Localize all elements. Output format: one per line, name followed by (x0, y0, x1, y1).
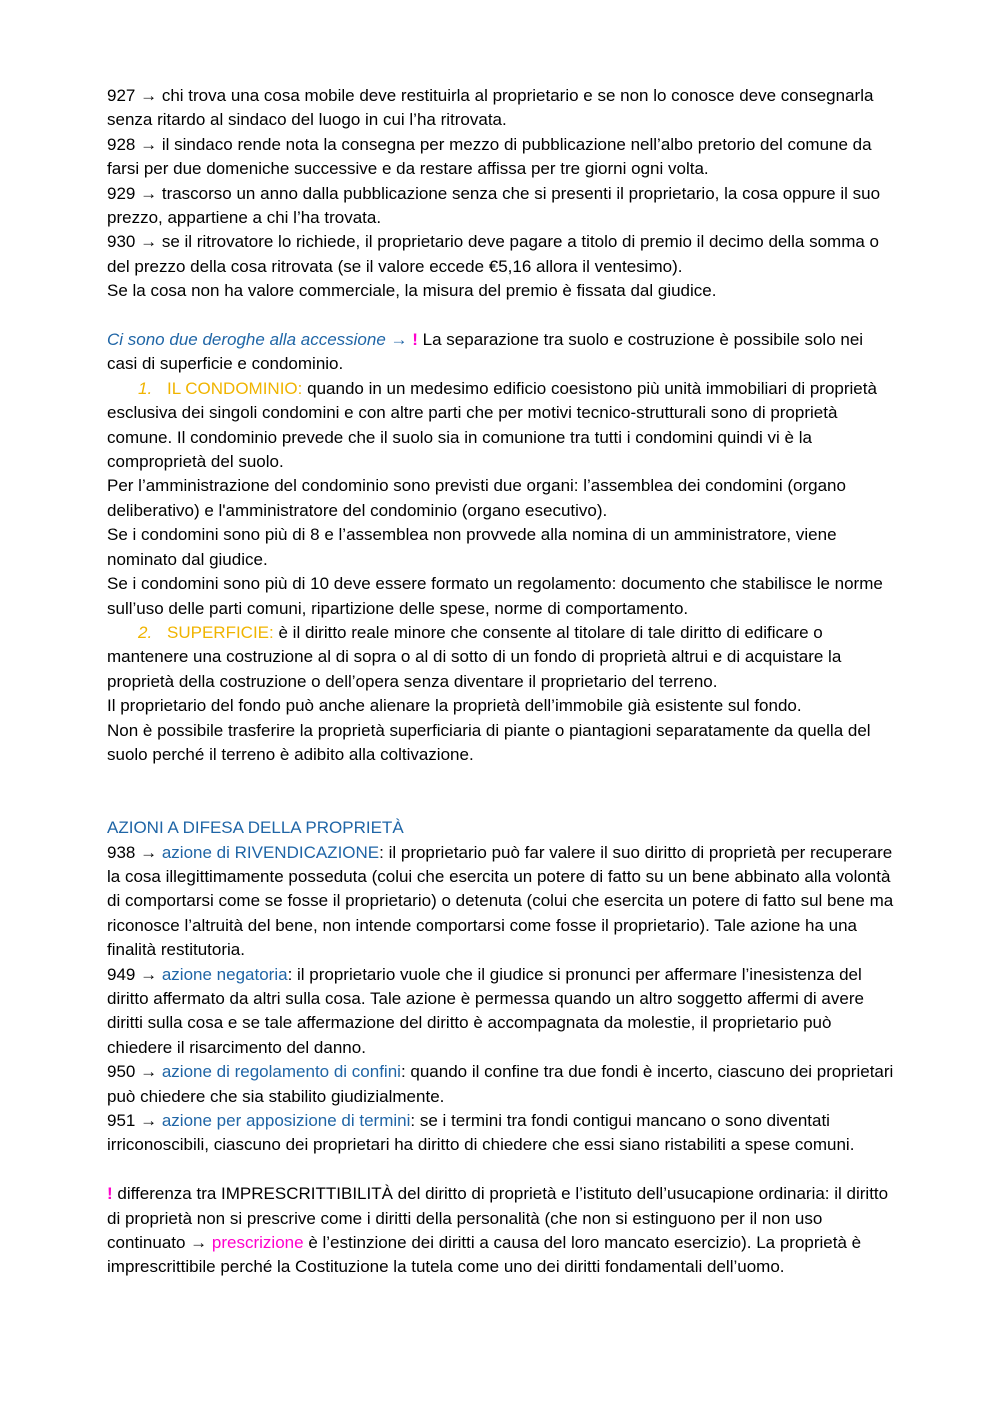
paragraph-piante: Non è possibile trasferire la proprietà superficiaria di piante o piantagioni separatamente da quella del suolo perché il terreno è adibito alla coltivazione. (107, 720, 871, 764)
exclamation-icon: ! (412, 330, 418, 350)
paragraph-950 (107, 1060, 897, 1109)
azione-name: azione negatoria (161, 964, 288, 984)
article-number: 929 (107, 183, 136, 203)
spacer (107, 304, 897, 328)
article-number: 950 (107, 1062, 136, 1082)
paragraph-deroghe (107, 328, 897, 377)
paragraph-930 (107, 230, 897, 279)
paragraph-938 (107, 841, 897, 963)
superficie-text: è il diritto reale minore che consente al titolare di tale diritto di edificare o mantenere una costruzione al di sopra o al di sotto di un fondo di proprietà altrui e di acquistare la proprietà della costruzione o dell’opera senza diventare il proprietario del terreno. (107, 622, 842, 691)
arrow-icon: → (140, 232, 158, 252)
nota-text-b: è l’estinzione dei diritti a causa del loro mancato esercizio). La proprietà è imprescrittibile perché la Costituzione la tutela come uno dei diritti fondamentali dell’uomo. (107, 1233, 862, 1277)
paragraph-premio: Se la cosa non ha valore commerciale, la misura del premio è fissata dal giudice. (107, 281, 717, 301)
article-number: 951 (107, 1111, 136, 1131)
deroghe-lead: Ci sono due deroghe alla accessione → (107, 330, 408, 350)
paragraph-dieci: Se i condomini sono più di 10 deve essere formato un regolamento: documento che stabilisce le norme sull’uso delle parti comuni, ripartizione delle spese, norme di comportamento. (107, 574, 883, 618)
exclamation-icon: ! (107, 1184, 113, 1204)
azione-name: azione di RIVENDICAZIONE (161, 842, 380, 862)
list-number: 1. (138, 378, 153, 398)
paragraph-otto: Se i condomini sono più di 8 e l’assemblea non provvede alla nomina di un amministratore, viene nominato dal giudice. (107, 525, 837, 569)
azione-text: : il proprietario può far valere il suo diritto di proprietà per recuperare la cosa illegittimamente posseduta (colui che esercita un potere di fatto su un bene abbinato alla volontà di comportarsi come se fosse il proprietario) o detenuta (colui che esercita un potere di fatto sul bene ma riconosce l’altruità del bene, non intende comportarsi come fosse il proprietario). Tale azione ha una finalità restitutoria. (107, 842, 894, 960)
spacer (107, 1158, 897, 1182)
document-page (107, 84, 897, 1280)
azione-text: : quando il confine tra due fondi è incerto, ciascuno dei proprietari può chiedere che sia stabilito giudizialmente. (107, 1062, 894, 1106)
deroghe-text: La separazione tra suolo e costruzione è possibile solo nei casi di superficie e condominio. (107, 330, 864, 374)
azione-name: azione di regolamento di confini (161, 1062, 401, 1082)
article-text: il sindaco rende nota la consegna per mezzo di pubblicazione nell’albo pretorio del comune da farsi per due domeniche successive e da restare affissa per tre giorni ogni volta. (107, 134, 872, 179)
condominio-text: quando in un medesimo edificio coesistono più unità immobiliari di proprietà esclusiva dei singoli condomini e con altre parti che per motivi tecnico-strutturali sono di proprietà comune. Il condominio prevede che il suolo sia in comunione tra tutti i condomini quindi vi è la comproprietà del suolo. (107, 378, 877, 472)
paragraph-928 (107, 133, 897, 182)
paragraph-929 (107, 182, 897, 231)
article-text: se il ritrovatore lo richiede, il proprietario deve pagare a titolo di premio il decimo della somma o del prezzo della cosa ritrovata (se il valore eccede €5,16 allora il ventesimo). (107, 232, 880, 276)
paragraph-organi: Per l’amministrazione del condominio sono previsti due organi: l’assemblea dei condomini (organo deliberativo) e l'amministratore del condominio (organo esecutivo). (107, 476, 846, 520)
condominio-item (107, 377, 897, 475)
azione-text: : se i termini tra fondi contigui mancano o sono diventati irriconoscibili, ciascuno dei proprietari ha diritto di chiedere che essi siano ristabiliti a spese comuni. (107, 1111, 855, 1155)
paragraph-951 (107, 1109, 897, 1158)
arrow-icon: → (140, 134, 158, 154)
condominio-title: IL CONDOMINIO: (167, 378, 303, 398)
nota-text-a: differenza tra IMPRESCRITTIBILITÀ del diritto di proprietà e l’istituto dell’usucapione ordinaria: il diritto di proprietà non si prescrive come i diritti della personalità (che non si estinguono per il non uso continuato → (107, 1184, 889, 1253)
azione-name: azione per apposizione di termini (161, 1111, 411, 1131)
article-number: 938 (107, 842, 136, 862)
arrow-icon: → (140, 964, 158, 984)
article-text: trascorso un anno dalla pubblicazione senza che si presenti il proprietario, la cosa oppure il suo prezzo, appartiene a chi l’ha trovata. (107, 183, 881, 228)
section-heading: AZIONI A DIFESA DELLA PROPRIETÀ (107, 818, 404, 838)
prescrizione-term: prescrizione (211, 1233, 304, 1253)
superficie-title: SUPERFICIE: (167, 622, 274, 642)
article-number: 928 (107, 134, 136, 154)
article-text: chi trova una cosa mobile deve restituirla al proprietario e se non lo conosce deve consegnarla senza ritardo al sindaco del luogo in cui l’ha ritrovata. (107, 86, 874, 130)
arrow-icon: → (140, 1062, 158, 1082)
superficie-item (107, 621, 897, 694)
article-number: 949 (107, 964, 136, 984)
paragraph-nota (107, 1182, 897, 1280)
article-number: 930 (107, 232, 136, 252)
arrow-icon: → (140, 86, 158, 105)
paragraph-alienare: Il proprietario del fondo può anche alienare la proprietà dell’immobile già esistente sul fondo. (107, 696, 802, 716)
azione-text: : il proprietario vuole che il giudice si pronunci per affermare l’inesistenza del diritto affermato da altri sulla cosa. Tale azione è permessa quando un altro soggetto affermi di avere diritti sulla cosa e se tale affermazione del diritto è accompagnata da molestie, il proprietario può chiedere il risarcimento del danno. (107, 964, 864, 1057)
spacer (107, 767, 897, 816)
arrow-icon: → (140, 1111, 158, 1131)
arrow-icon: → (140, 183, 158, 203)
arrow-icon: → (140, 842, 158, 862)
paragraph-927 (107, 84, 897, 133)
paragraph-949 (107, 963, 897, 1061)
list-number: 2. (138, 622, 153, 642)
article-number: 927 (107, 86, 136, 105)
